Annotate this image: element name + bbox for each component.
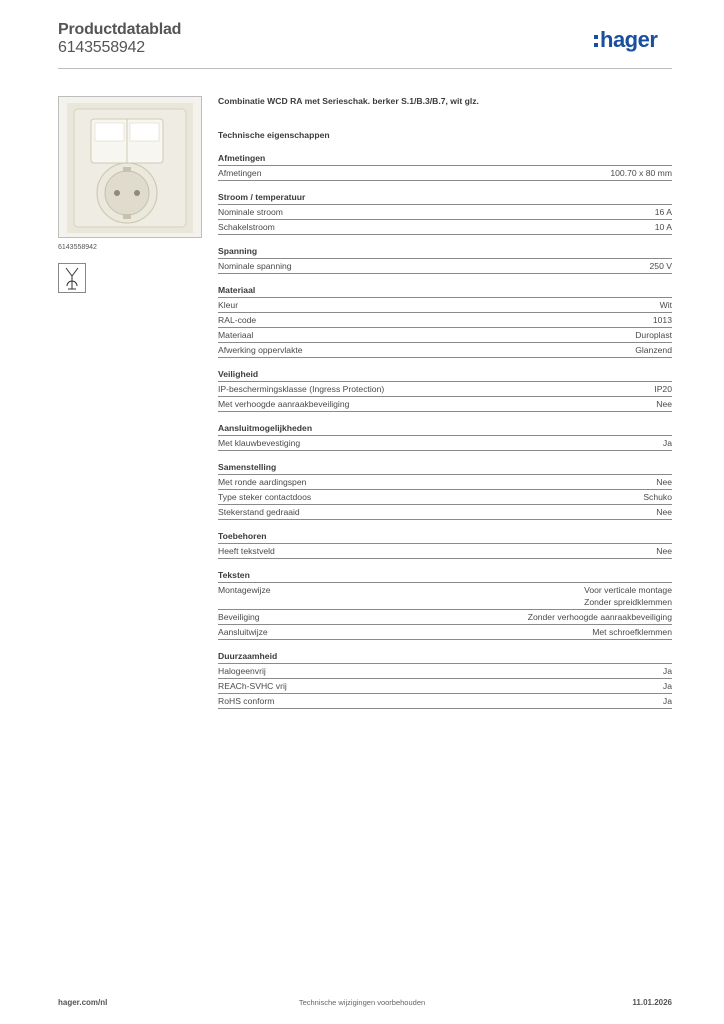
spec-value (584, 584, 672, 608)
spec-label: Nominale stroom (218, 207, 283, 217)
spec-content (218, 94, 672, 709)
product-image (58, 96, 202, 238)
spec-value (610, 167, 672, 179)
spec-label: REACh-SVHC vrij (218, 681, 287, 691)
spec-value-line: Ja (662, 438, 672, 448)
spec-label: Nominale spanning (218, 261, 292, 271)
spec-label: RAL-code (218, 315, 257, 325)
spec-row (218, 436, 672, 451)
spec-section (218, 191, 672, 235)
spec-value-line: 16 A (654, 207, 672, 217)
spec-value (655, 221, 672, 233)
spec-row (218, 343, 672, 358)
spec-value (656, 476, 672, 488)
spec-value-line: Nee (656, 546, 672, 556)
footer-website[interactable]: hager.com/nl (58, 998, 108, 1007)
section-title: Toebehoren (218, 530, 672, 544)
spec-value-line: Nee (656, 507, 672, 517)
spec-value-line: Wit (659, 300, 672, 310)
spec-value-line: Nee (656, 399, 672, 409)
spec-section (218, 461, 672, 520)
spec-value-line: 10 A (654, 222, 672, 232)
spec-label: Stekerstand gedraaid (218, 507, 300, 517)
spec-label: Heeft tekstveld (218, 546, 275, 556)
section-title: Materiaal (218, 284, 672, 298)
spec-value (635, 329, 672, 341)
spec-section (218, 422, 672, 451)
product-description: Combinatie WCD RA met Serieschak. berker S.1/B.3/B.7, wit glz. (218, 96, 479, 106)
spec-value (660, 299, 672, 311)
switch-socket-symbol-icon (58, 263, 86, 293)
section-title: Teksten (218, 569, 672, 583)
spec-row (218, 382, 672, 397)
spec-value-line: IP20 (654, 384, 672, 394)
spec-label: Beveiliging (218, 612, 260, 622)
spec-value-line: Met schroefklemmen (592, 627, 672, 637)
page-title: Productdatablad (58, 21, 182, 38)
spec-value-line: Glanzend (635, 345, 672, 355)
spec-value-line: Duroplast (635, 330, 672, 340)
hager-logo (593, 26, 675, 56)
spec-label: Materiaal (218, 330, 254, 340)
section-title: Aansluitmogelijkheden (218, 422, 672, 436)
spec-section (218, 368, 672, 412)
logo-text: hager (600, 27, 658, 52)
spec-value (643, 491, 672, 503)
tech-properties-heading: Technische eigenschappen (218, 130, 330, 140)
spec-value-line: Nee (656, 477, 672, 487)
spec-value-line: Ja (662, 696, 672, 706)
footer-notice: Technische wijzigingen voorbehouden (298, 998, 426, 1007)
spec-row (218, 679, 672, 694)
spec-value (663, 695, 672, 707)
spec-section (218, 650, 672, 709)
spec-section (218, 245, 672, 274)
spec-value (656, 545, 672, 557)
spec-label: IP-beschermingsklasse (Ingress Protection) (218, 384, 385, 394)
spec-row (218, 298, 672, 313)
spec-row (218, 313, 672, 328)
spec-value (654, 383, 672, 395)
spec-value-line: Ja (662, 666, 672, 676)
spec-value-line: 100.70 x 80 mm (610, 168, 672, 178)
spec-value-line: Schuko (643, 492, 672, 502)
spec-section (218, 530, 672, 559)
spec-value (592, 626, 672, 638)
section-title: Stroom / temperatuur (218, 191, 672, 205)
image-caption: 6143558942 (58, 244, 97, 251)
section-title: Samenstelling (218, 461, 672, 475)
section-title: Afmetingen (218, 152, 672, 166)
spec-value (635, 344, 672, 356)
spec-label: Met klauwbevestiging (218, 438, 301, 448)
spec-sections (218, 152, 672, 709)
spec-section (218, 284, 672, 358)
spec-label: Montagewijze (218, 585, 271, 595)
spec-label: Schakelstroom (218, 222, 275, 232)
spec-row (218, 475, 672, 490)
spec-row (218, 610, 672, 625)
spec-value (656, 398, 672, 410)
spec-value-line: Zonder verhoogde aanraakbeveiliging (527, 612, 672, 622)
spec-value (656, 506, 672, 518)
spec-value (655, 206, 672, 218)
spec-value-line: Ja (662, 681, 672, 691)
spec-value (653, 314, 672, 326)
section-title: Duurzaamheid (218, 650, 672, 664)
spec-row (218, 259, 672, 274)
spec-row (218, 583, 672, 610)
spec-label: Met verhoogde aanraakbeveiliging (218, 399, 350, 409)
spec-row (218, 694, 672, 709)
footer-date: 11.01.2026 (632, 998, 672, 1007)
spec-row (218, 166, 672, 181)
spec-label: Halogeenvrij (218, 666, 266, 676)
section-title: Veiligheid (218, 368, 672, 382)
spec-label: RoHS conform (218, 696, 275, 706)
spec-value-line: 250 V (649, 261, 672, 271)
spec-row (218, 490, 672, 505)
spec-value (663, 680, 672, 692)
spec-row (218, 625, 672, 640)
spec-value (663, 437, 672, 449)
spec-row (218, 397, 672, 412)
spec-label: Type steker contactdoos (218, 492, 312, 502)
spec-value-line: Zonder spreidklemmen (584, 597, 672, 607)
spec-label: Met ronde aardingspen (218, 477, 307, 487)
spec-row (218, 205, 672, 220)
spec-section (218, 569, 672, 640)
section-title: Spanning (218, 245, 672, 259)
header-divider (58, 68, 672, 69)
spec-row (218, 220, 672, 235)
product-number: 6143558942 (58, 39, 145, 56)
spec-value-line: Voor verticale montage (584, 585, 672, 595)
spec-row (218, 505, 672, 520)
spec-label: Kleur (218, 300, 239, 310)
spec-value (528, 611, 672, 623)
spec-label: Aansluitwijze (218, 627, 268, 637)
spec-section (218, 152, 672, 181)
spec-value-line: 1013 (652, 315, 672, 325)
spec-value (663, 665, 672, 677)
spec-row (218, 664, 672, 679)
spec-row (218, 544, 672, 559)
spec-value (650, 260, 672, 272)
spec-label: Afwerking oppervlakte (218, 345, 303, 355)
spec-label: Afmetingen (218, 168, 262, 178)
spec-row (218, 328, 672, 343)
